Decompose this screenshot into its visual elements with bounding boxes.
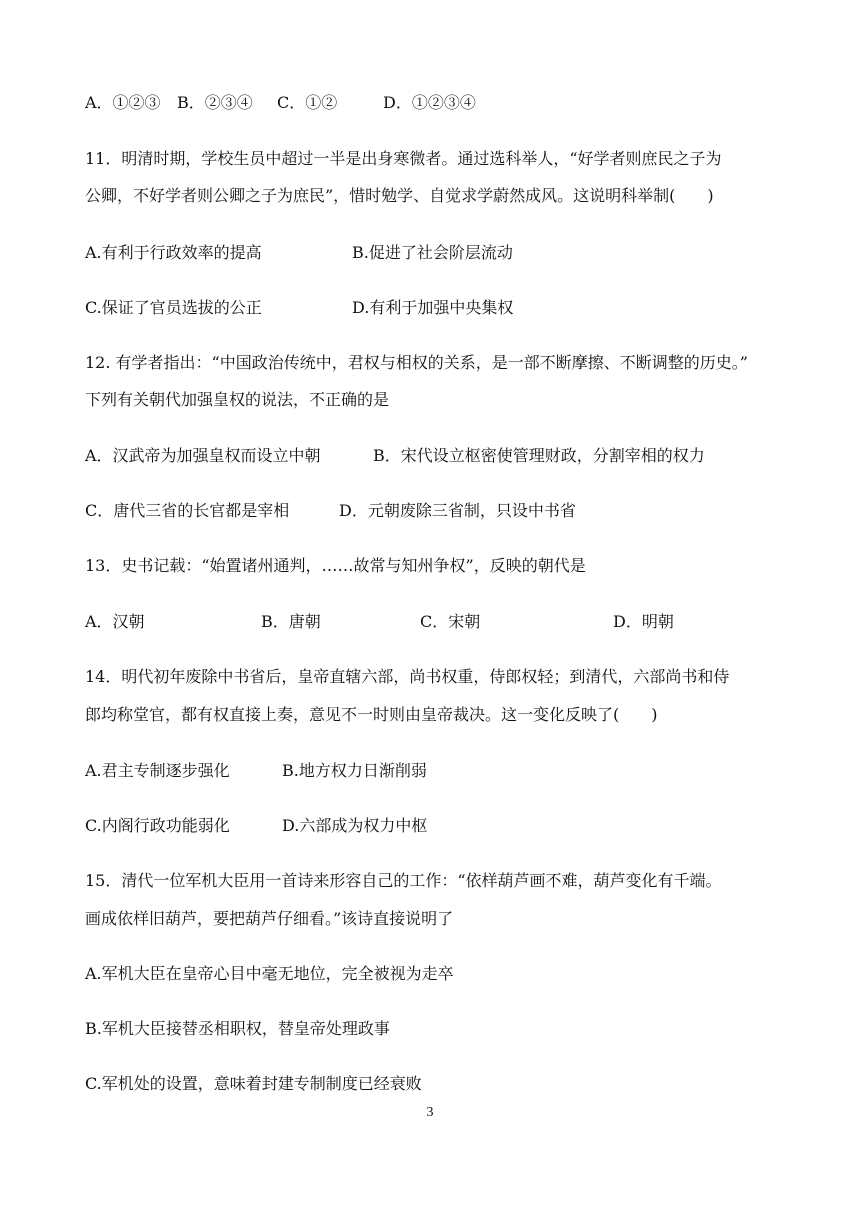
option-c: C.内阁行政功能弱化 bbox=[85, 816, 230, 835]
option-d: D．①②③④ bbox=[383, 93, 476, 112]
option-a: A．汉武帝为加强皇权而设立中朝 bbox=[85, 446, 321, 465]
option-c: C．宋朝 bbox=[420, 612, 481, 631]
option-c: C．唐代三省的长官都是宰相 bbox=[85, 501, 290, 520]
option-c: C．①② bbox=[277, 93, 338, 112]
option-d: D.六部成为权力中枢 bbox=[282, 816, 428, 835]
question-text-line: 14．明代初年废除中书省后，皇帝直辖六部，尚书权重，侍郎权轻；到清代，六部尚书和侍 bbox=[85, 667, 730, 686]
question-text-line: 画成依样旧葫芦，要把葫芦仔细看。”该诗直接说明了 bbox=[85, 909, 454, 928]
question-text-line: 11．明清时期，学校生员中超过一半是出身寒微者。通过选科举人，“好学者则庶民之子为 bbox=[85, 149, 722, 168]
question-text-line: 下列有关朝代加强皇权的说法，不正确的是 bbox=[85, 390, 390, 409]
option-d: D．明朝 bbox=[613, 612, 674, 631]
option-a: A.君主专制逐步强化 bbox=[85, 761, 230, 780]
question-text-line: 12. 有学者指出：“中国政治传统中，君权与相权的关系，是一部不断摩擦、不断调整的历史。” bbox=[85, 353, 748, 372]
option-b: B.地方权力日渐削弱 bbox=[282, 761, 427, 780]
page-number: 3 bbox=[426, 1105, 434, 1120]
option-a: A.军机大臣在皇帝心目中毫无地位，完全被视为走卒 bbox=[85, 964, 454, 983]
question-text-line: 郎均称堂官，都有权直接上奏，意见不一时则由皇帝裁决。这一变化反映了( ) bbox=[85, 705, 658, 724]
option-d: D．元朝废除三省制，只设中书省 bbox=[339, 501, 576, 520]
option-b: B.军机大臣接替丞相职权，替皇帝处理政事 bbox=[85, 1019, 390, 1038]
option-b: B.促进了社会阶层流动 bbox=[352, 243, 513, 262]
option-b: B．②③④ bbox=[177, 93, 253, 112]
option-c: C.保证了官员选拔的公正 bbox=[85, 298, 262, 317]
option-a: A．①②③ bbox=[85, 93, 161, 112]
option-d: D.有利于加强中央集权 bbox=[352, 298, 514, 317]
option-c: C.军机处的设置，意味着封建专制制度已经衰败 bbox=[85, 1074, 422, 1093]
option-b: B．唐朝 bbox=[261, 612, 321, 631]
option-a: A.有利于行政效率的提高 bbox=[85, 243, 262, 262]
option-a: A．汉朝 bbox=[85, 612, 145, 631]
question-text-line: 15．清代一位军机大臣用一首诗来形容自己的工作：“依样葫芦画不难，葫芦变化有千端。 bbox=[85, 871, 722, 890]
question-text-line: 13．史书记载：“始置诸州通判，……故常与知州争权”，反映的朝代是 bbox=[85, 556, 586, 575]
question-text-line: 公卿，不好学者则公卿之子为庶民”，惜时勉学、自觉求学蔚然成风。这说明科举制( ) bbox=[85, 186, 714, 205]
option-b: B．宋代设立枢密使管理财政，分割宰相的权力 bbox=[373, 446, 705, 465]
